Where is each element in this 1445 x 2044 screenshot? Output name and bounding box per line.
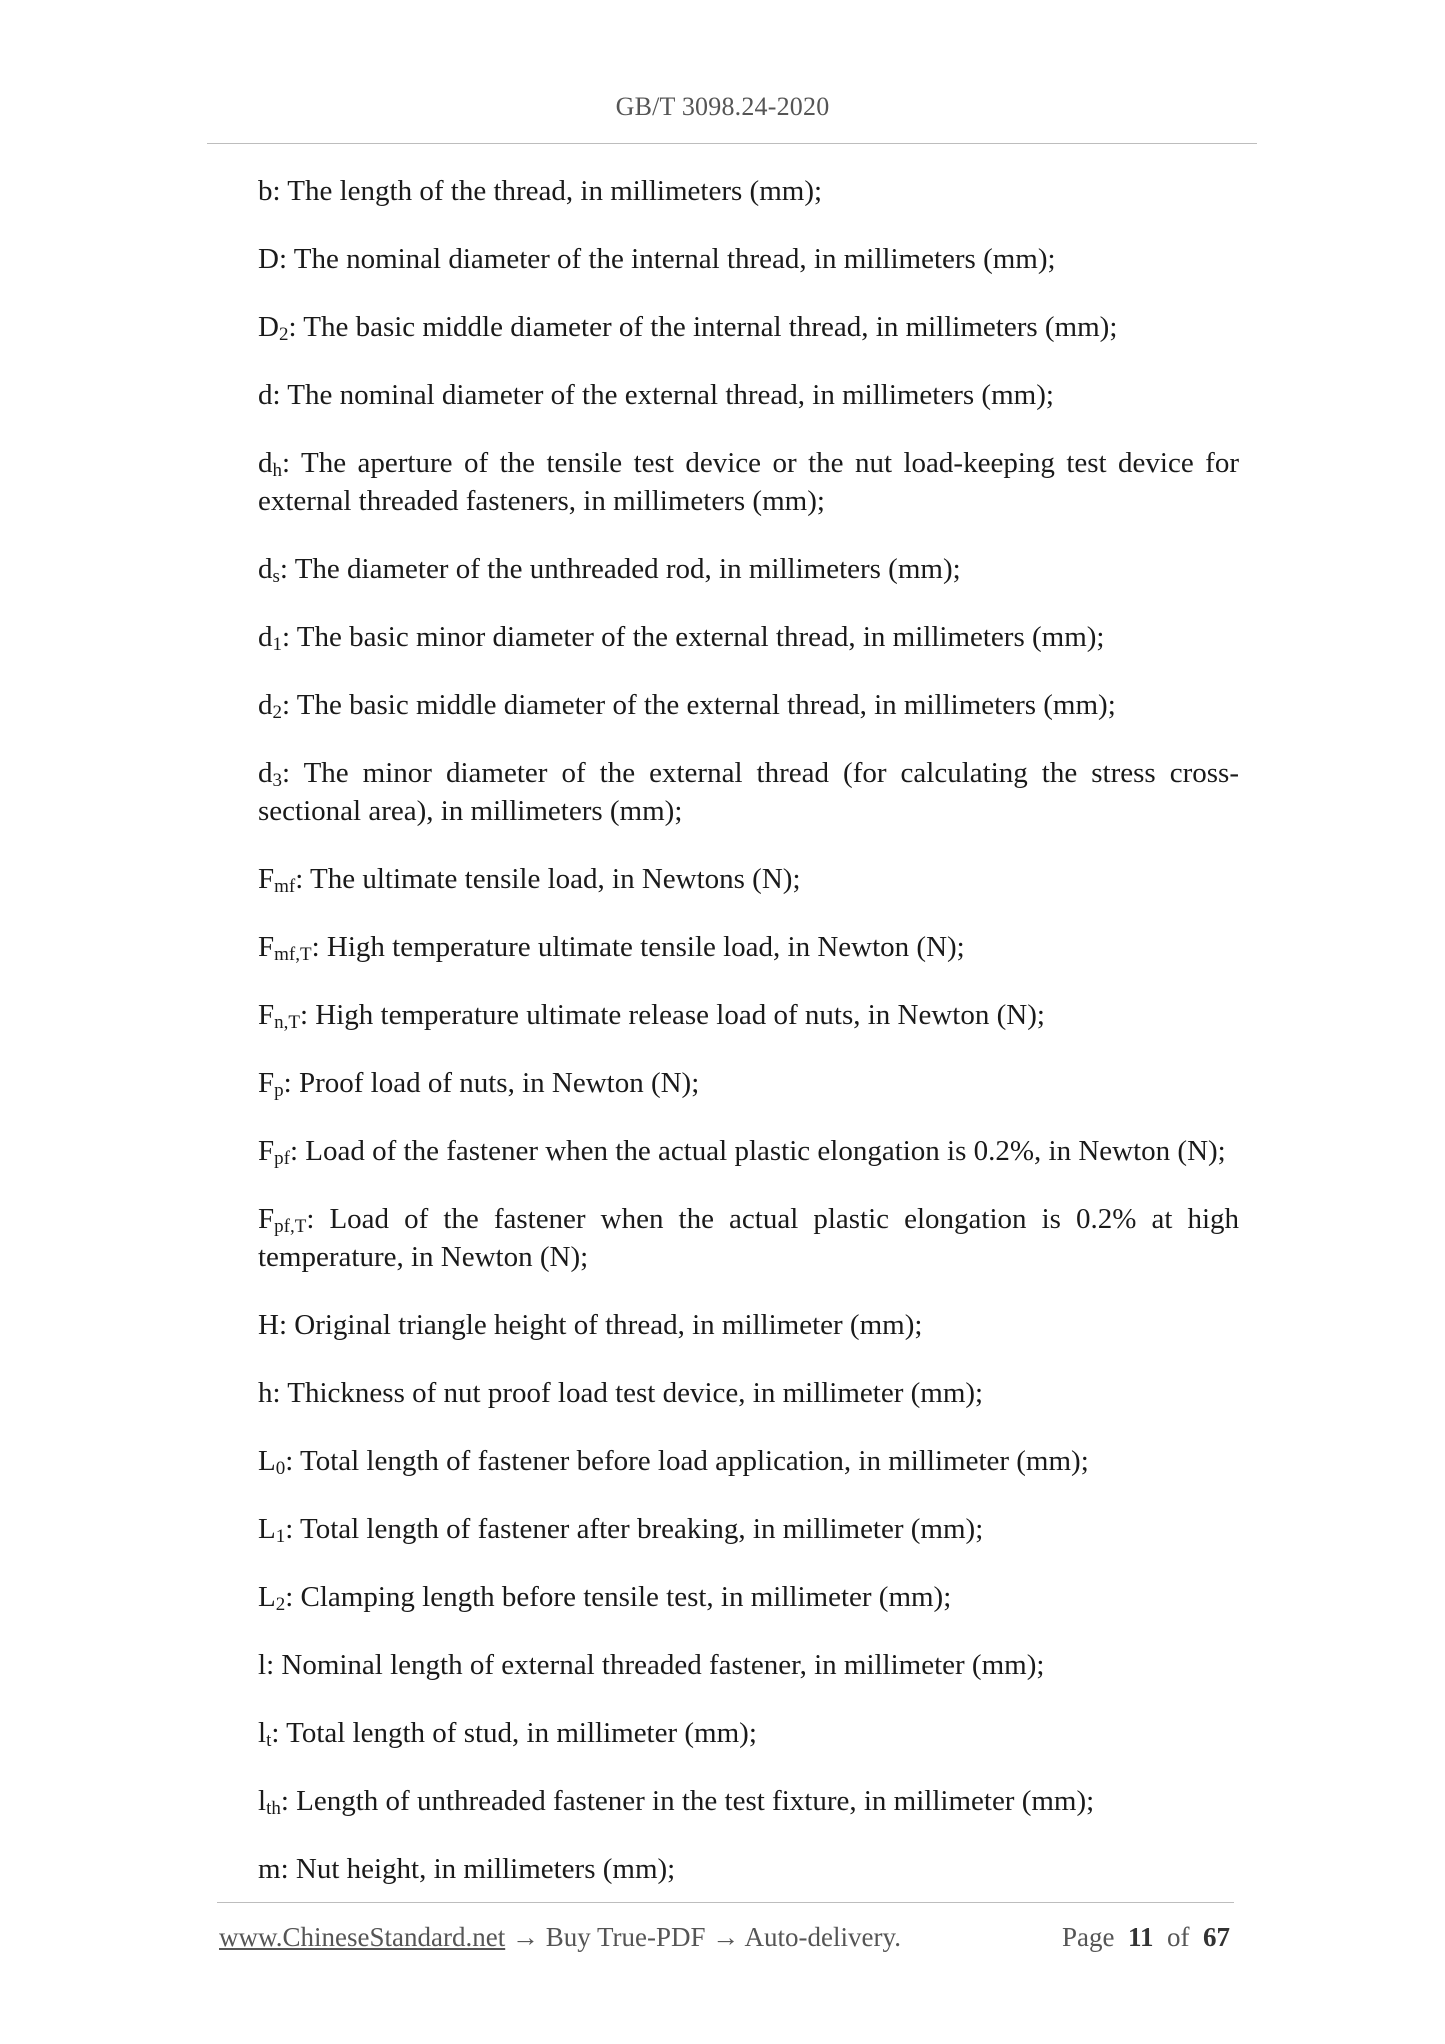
- symbol: F: [258, 1135, 275, 1167]
- symbol-definition: [258, 376, 1239, 414]
- document-id: GB/T 3098.24-2020: [615, 92, 830, 121]
- symbol-subscript: th: [266, 1798, 281, 1819]
- symbol-subscript: 0: [275, 1458, 286, 1479]
- definition-text: : Total length of stud, in millimeter (mm);: [271, 1717, 757, 1749]
- definition-text: : The basic middle diameter of the internal thread, in millimeters (mm);: [288, 311, 1118, 343]
- symbol-definition: [258, 1442, 1239, 1480]
- definition-text: : Proof load of nuts, in Newton (N);: [283, 1067, 700, 1099]
- symbol-definition: [258, 444, 1239, 520]
- symbol: F: [258, 1067, 275, 1099]
- symbol-definition: [258, 928, 1239, 966]
- definition-text: : Thickness of nut proof load test device, in millimeter (mm);: [272, 1377, 984, 1409]
- symbol: d: [258, 447, 273, 479]
- symbol-definition: [258, 1714, 1239, 1752]
- definition-text: : The basic middle diameter of the external thread, in millimeters (mm);: [282, 689, 1116, 721]
- definition-text: : Clamping length before tensile test, in millimeter (mm);: [285, 1581, 952, 1613]
- symbol-definition: [258, 618, 1239, 656]
- symbol: l: [258, 1785, 267, 1817]
- symbol-definition: [258, 1782, 1239, 1820]
- symbol: d: [258, 621, 273, 653]
- definition-text: : The nominal diameter of the external thread, in millimeters (mm);: [272, 379, 1054, 411]
- definition-text: : Length of unthreaded fastener in the test fixture, in millimeter (mm);: [280, 1785, 1095, 1817]
- symbol-definition: [258, 754, 1239, 830]
- symbol-definition: [258, 550, 1239, 588]
- symbol-subscript: s: [272, 566, 280, 587]
- symbol-subscript: p: [274, 1080, 284, 1101]
- page-header: [0, 92, 1445, 122]
- symbol: d: [258, 757, 273, 789]
- symbol-definition: [258, 1374, 1239, 1412]
- buy-true-pdf-text: Buy True-PDF: [545, 1922, 706, 1952]
- symbol-subscript: n,T: [274, 1012, 300, 1033]
- arrow-right-icon: →: [511, 1922, 539, 1952]
- footer-promo: [219, 1922, 901, 1953]
- page-number: [1062, 1922, 1230, 1953]
- symbol-subscript: 2: [275, 1594, 286, 1615]
- definition-text: : The minor diameter of the external thread (for calculating the stress cross-sectional area), in millimeters (mm);: [258, 757, 1239, 827]
- arrow-right-icon: →: [712, 1922, 740, 1952]
- definition-text: : Load of the fastener when the actual plastic elongation is 0.2% at high temperature, in Newton (N);: [258, 1203, 1239, 1273]
- definition-text: : The length of the thread, in millimeters (mm);: [272, 175, 823, 207]
- symbol: F: [258, 863, 275, 895]
- page-total: 67: [1203, 1922, 1230, 1952]
- symbol-definition: [258, 1850, 1239, 1888]
- symbol: m: [258, 1853, 281, 1885]
- symbol-definition: [258, 686, 1239, 724]
- auto-delivery-text: Auto-delivery.: [744, 1922, 901, 1952]
- definition-text: : The ultimate tensile load, in Newtons (N);: [295, 863, 801, 895]
- symbol: d: [258, 379, 273, 411]
- symbol-subscript: pf,T: [274, 1216, 307, 1237]
- symbol-subscript: t: [266, 1730, 272, 1751]
- symbol: d: [258, 689, 273, 721]
- website-link[interactable]: www.ChineseStandard.net: [219, 1922, 506, 1952]
- symbol-subscript: 2: [272, 702, 282, 723]
- definition-text: : Load of the fastener when the actual plastic elongation is 0.2%, in Newton (N);: [289, 1135, 1226, 1167]
- definition-text: : Total length of fastener before load application, in millimeter (mm);: [285, 1445, 1089, 1477]
- symbol-definition: [258, 308, 1239, 346]
- definition-text: : Nut height, in millimeters (mm);: [280, 1853, 676, 1885]
- footer-divider: [217, 1902, 1234, 1903]
- symbol: L: [258, 1513, 276, 1545]
- symbol: D: [258, 311, 279, 343]
- definition-text: : High temperature ultimate release load of nuts, in Newton (N);: [300, 999, 1045, 1031]
- symbol-definition: [258, 1306, 1239, 1344]
- symbol-definition: [258, 1578, 1239, 1616]
- symbol-subscript: h: [272, 460, 282, 481]
- symbol-definition: [258, 1132, 1239, 1170]
- page-current: 11: [1127, 1922, 1154, 1952]
- definition-text: : Original triangle height of thread, in millimeter (mm);: [278, 1309, 923, 1341]
- symbol-definition-list: [258, 172, 1239, 1918]
- symbol-definition: [258, 1200, 1239, 1276]
- definition-text: : High temperature ultimate tensile load, in Newton (N);: [311, 931, 965, 963]
- symbol-subscript: 2: [278, 324, 289, 345]
- definition-text: : The aperture of the tensile test device or the nut load-keeping test device for external threaded fasteners, in millimeters (mm);: [258, 447, 1239, 517]
- symbol: b: [258, 175, 273, 207]
- symbol: F: [258, 1203, 275, 1235]
- definition-text: : Total length of fastener after breaking, in millimeter (mm);: [285, 1513, 984, 1545]
- symbol-definition: [258, 860, 1239, 898]
- definition-text: : The basic minor diameter of the external thread, in millimeters (mm);: [282, 621, 1105, 653]
- symbol-definition: [258, 1646, 1239, 1684]
- symbol-subscript: pf: [274, 1148, 290, 1169]
- definition-text: : The nominal diameter of the internal thread, in millimeters (mm);: [278, 243, 1056, 275]
- definition-text: : Nominal length of external threaded fastener, in millimeter (mm);: [266, 1649, 1045, 1681]
- symbol: F: [258, 931, 275, 963]
- symbol: d: [258, 553, 273, 585]
- symbol-definition: [258, 1064, 1239, 1102]
- definition-text: : The diameter of the unthreaded rod, in millimeters (mm);: [279, 553, 961, 585]
- symbol-subscript: 1: [275, 1526, 286, 1547]
- symbol-subscript: 1: [272, 634, 282, 655]
- symbol: D: [258, 243, 279, 275]
- symbol-definition: [258, 240, 1239, 278]
- symbol: h: [258, 1377, 273, 1409]
- symbol: L: [258, 1445, 276, 1477]
- symbol: l: [258, 1717, 267, 1749]
- symbol-definition: [258, 1510, 1239, 1548]
- symbol: H: [258, 1309, 279, 1341]
- header-divider: [207, 143, 1257, 144]
- symbol-definition: [258, 172, 1239, 210]
- symbol: l: [258, 1649, 267, 1681]
- symbol-subscript: mf: [274, 876, 296, 897]
- symbol-subscript: mf,T: [274, 944, 312, 965]
- symbol-definition: [258, 996, 1239, 1034]
- symbol-subscript: 3: [272, 770, 282, 791]
- symbol: F: [258, 999, 275, 1031]
- page-of-label: of: [1167, 1922, 1190, 1952]
- symbol: L: [258, 1581, 276, 1613]
- page-label: Page: [1062, 1922, 1115, 1952]
